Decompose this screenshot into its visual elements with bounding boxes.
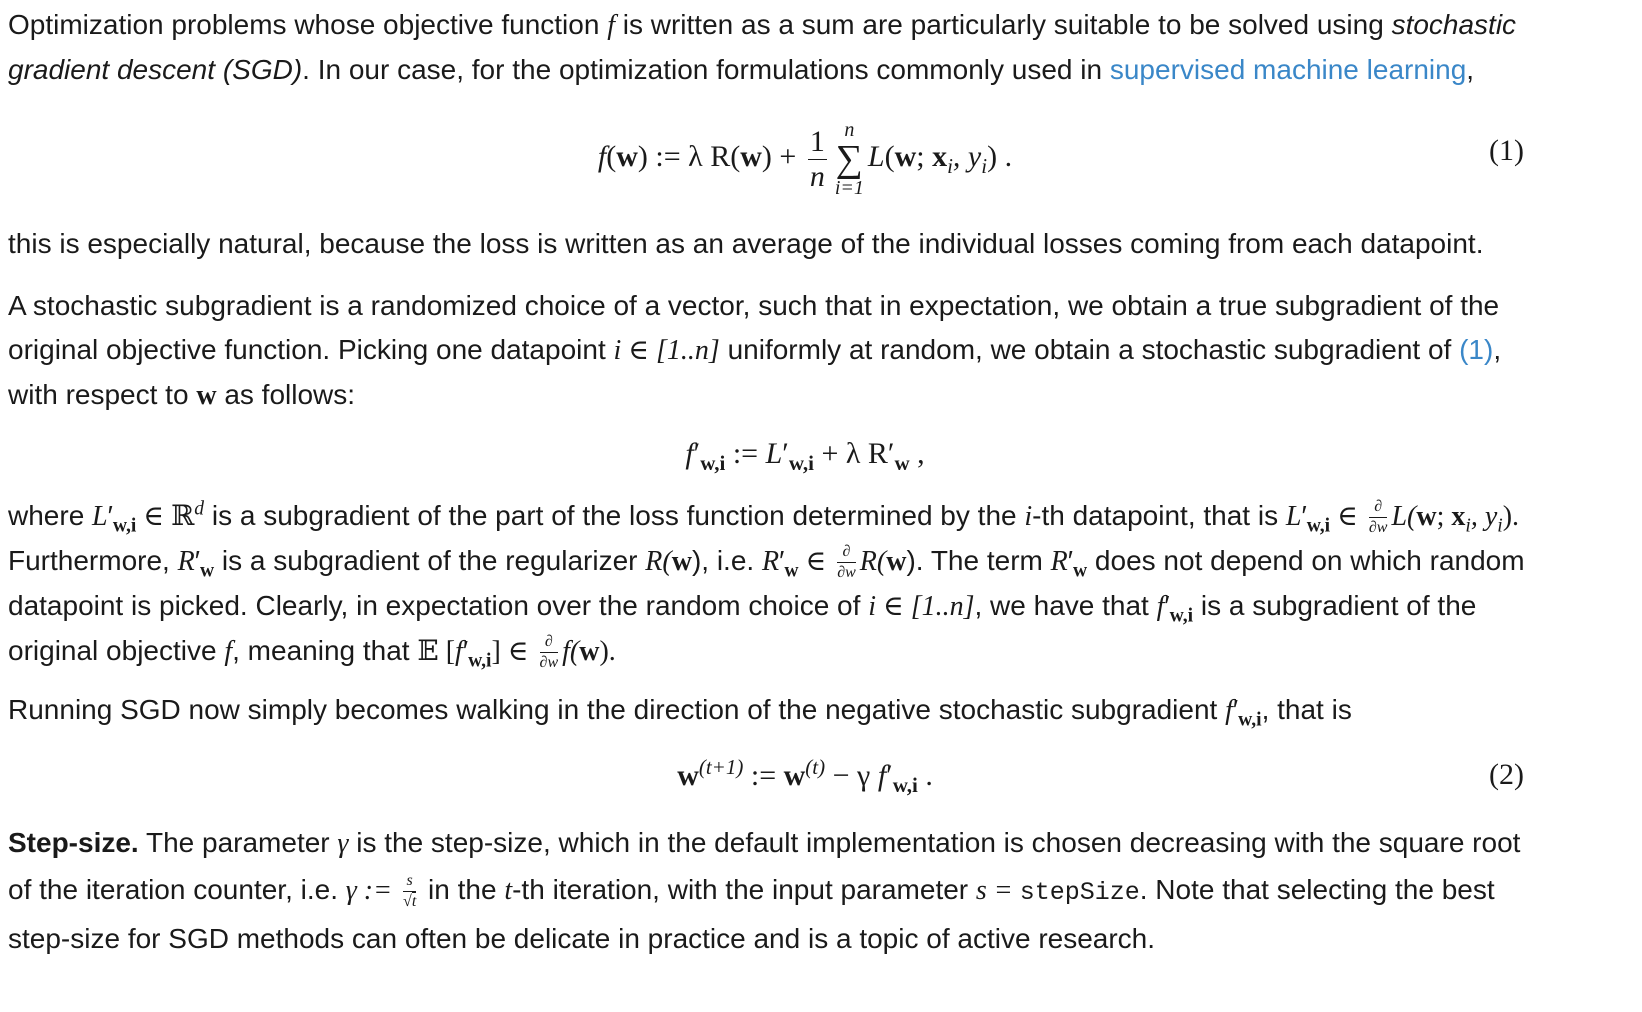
text: where	[8, 500, 93, 531]
math-op: ∈	[798, 546, 834, 577]
math-f: f	[685, 437, 694, 470]
math-op: ).	[1502, 501, 1520, 532]
math-R: R	[1050, 546, 1068, 577]
math-op: ] ∈	[491, 636, 536, 667]
denominator: n	[809, 159, 825, 193]
text: . Note that selecting the best step-size for SGD methods can often be delicate in practice and is a topic of active research.	[8, 874, 1495, 954]
math-sub: i	[1497, 515, 1503, 537]
equation-ref-1[interactable]: (1)	[1459, 334, 1494, 365]
math-op: .	[917, 759, 933, 792]
math-sup: (t+1)	[698, 755, 744, 779]
math-op: + λ R	[813, 437, 888, 470]
text: , we have that	[974, 590, 1157, 621]
math-op: ∈ ℝ	[136, 501, 195, 532]
math-f: f	[224, 636, 233, 667]
text: does not depend on which random datapoint is picked. Clearly, in expectation over the random choice of	[8, 545, 1525, 621]
numerator: ∂	[837, 544, 856, 563]
text: is a subgradient of the original objective	[8, 590, 1477, 666]
summation	[835, 120, 864, 198]
paragraph-running-sgd	[8, 688, 1618, 733]
equation-number-1: (1)	[1489, 134, 1524, 167]
text: is the step-size, which in the default implementation is chosen decreasing with the square root of the iteration counter, i.e.	[8, 827, 1521, 905]
text: is a subgradient of the regularizer	[214, 545, 646, 576]
math-t: t	[504, 875, 513, 906]
math-prime: ′	[194, 545, 200, 576]
math-y: , y	[952, 140, 982, 173]
math-w: w	[783, 759, 806, 792]
math-t: t	[411, 893, 417, 911]
partial-fraction	[1369, 499, 1388, 536]
text: , that is	[1261, 694, 1352, 725]
emphasis-sgd: stochastic gradient descent (SGD)	[8, 9, 1517, 85]
math-prime: ′	[1067, 545, 1073, 576]
math-gamma: γ	[337, 828, 349, 859]
math-range: i ∈ [1..n]	[868, 591, 975, 622]
math-sub: w,i	[892, 773, 918, 797]
math-R: R	[761, 546, 780, 577]
text: . In our case, for the optimization formulations commonly used in	[302, 54, 1110, 85]
equation-2	[0, 746, 1610, 806]
text: ), i.e.	[691, 545, 762, 576]
denominator	[403, 892, 416, 910]
math-op: ) := λ R(	[637, 140, 741, 173]
text: Optimization problems whose objective function	[8, 9, 608, 40]
math-op: (	[884, 140, 895, 173]
math-op: ) +	[761, 140, 804, 173]
numerator: 1	[809, 124, 825, 158]
math-sub: i	[1465, 515, 1471, 537]
math-R: R(	[859, 546, 887, 577]
math-f: f	[455, 636, 463, 667]
sum-sigma: ∑	[835, 138, 863, 181]
math-R: R(	[645, 546, 672, 577]
math-prime: ′	[693, 437, 701, 470]
math-prime: ′	[782, 437, 789, 470]
math-w: w	[579, 636, 600, 667]
math-gamma: γ :=	[345, 875, 400, 906]
text: in the	[420, 874, 505, 905]
math-L: L	[765, 437, 783, 470]
math-w: w	[894, 140, 917, 173]
math-prime: ′	[886, 759, 893, 792]
math-L: L	[92, 501, 108, 532]
math-op: ;	[916, 140, 933, 173]
math-op: ) .	[987, 140, 1013, 173]
math-x: x	[1451, 501, 1466, 532]
math-op: :=	[725, 437, 766, 470]
math-s: s =	[975, 875, 1020, 906]
math-sub: w	[894, 451, 910, 475]
denominator: ∂w	[539, 654, 559, 672]
math-L: L(	[1391, 501, 1417, 532]
math-sup: d	[194, 498, 205, 520]
math-prime: ′	[887, 437, 895, 470]
math-sub: i	[947, 154, 953, 178]
sum-upper: n	[844, 119, 855, 142]
paragraph-intro	[8, 3, 1618, 92]
text: Running SGD now simply becomes walking in the direction of the negative stochastic subgradient	[8, 694, 1226, 725]
math-prime: ′	[779, 545, 785, 576]
math-w: w	[671, 546, 692, 577]
math-op: − γ	[825, 759, 878, 792]
text: as follows:	[216, 379, 356, 410]
numerator: s	[403, 873, 416, 892]
math-prime: ′	[1301, 500, 1307, 531]
math-expectation: 𝔼 [	[417, 636, 456, 667]
math-prime: ′	[107, 500, 113, 531]
math-y: , y	[1470, 501, 1498, 532]
partial-fraction	[837, 544, 856, 581]
math-sub: i	[981, 154, 988, 178]
math-op: ∈	[1330, 501, 1365, 532]
math-sub: w,i	[468, 650, 492, 672]
math-range: i ∈ [1..n]	[613, 335, 720, 366]
numerator: ∂	[1369, 499, 1388, 518]
math-op: :=	[743, 759, 784, 792]
paragraph-average: this is especially natural, because the loss is written as an average of the individual losses coming from each datapoint.	[8, 228, 1484, 259]
paragraph-stochastic-subgradient	[8, 284, 1508, 418]
text: -th datapoint, that is	[1032, 500, 1286, 531]
math-op: ).	[599, 636, 616, 667]
link-supervised-machine-learning[interactable]: supervised machine learning	[1109, 54, 1467, 85]
text: is a subgradient of the part of the loss function determined by the	[204, 500, 1025, 531]
math-op: ,	[909, 437, 925, 470]
fraction-s-over-sqrt-t	[403, 873, 416, 910]
text: -th iteration, with the input parameter	[512, 874, 976, 905]
equation-number-2: (2)	[1489, 758, 1524, 791]
sqrt-sign: √	[403, 893, 412, 911]
math-f: f	[1225, 695, 1233, 726]
text: uniformly at random, we obtain a stochastic subgradient of	[719, 334, 1460, 365]
math-f: f(	[562, 636, 580, 667]
denominator: ∂w	[837, 564, 856, 582]
text: ). The term	[906, 545, 1051, 576]
text: ,	[1466, 54, 1475, 85]
math-w: w	[616, 140, 638, 173]
math-sub: w,i	[788, 451, 814, 475]
text: is written as a sum are particularly suitable to be solved using	[614, 9, 1392, 40]
math-f: f	[607, 10, 615, 41]
math-sub: w	[199, 560, 215, 582]
sum-lower: i=1	[834, 177, 864, 200]
math-prime: ′	[462, 635, 469, 666]
text: , meaning that	[232, 635, 418, 666]
math-w: w	[1416, 501, 1437, 532]
math-L: L	[867, 140, 885, 173]
math-prime: ′	[1164, 590, 1170, 621]
text: , with respect to	[8, 334, 1502, 410]
equation-subgradient	[0, 424, 1610, 484]
math-w: w	[677, 759, 699, 792]
math-sub: w,i	[1169, 605, 1194, 627]
text: A stochastic subgradient is a randomized choice of a vector, such that in expectation, we obtain a true subgradient of the original objective function. Picking one datapoint	[8, 290, 1500, 365]
numerator: ∂	[540, 634, 559, 653]
math-op: ;	[1436, 501, 1452, 532]
paragraph-step-size	[8, 820, 1538, 962]
math-x: x	[932, 140, 948, 173]
math-sub: w,i	[1238, 709, 1262, 731]
fraction-1-over-n	[808, 124, 827, 193]
denominator: ∂w	[1368, 519, 1388, 537]
math-prime: ′	[1232, 694, 1239, 725]
partial-fraction	[540, 634, 559, 671]
math-w: w	[740, 140, 762, 173]
math-i: i	[1024, 501, 1033, 532]
code-stepsize: stepSize	[1019, 878, 1140, 907]
math-w: w	[196, 380, 217, 411]
math-sub: w,i	[1306, 515, 1331, 537]
math-sub: w	[1073, 560, 1088, 582]
math-f: f	[597, 140, 607, 173]
equation-1: f(w) := λ R(w) + $\frac{1}{n}$ n ∑ i=1 L(w; $x_i$, $y_i$) .	[597, 119, 1013, 200]
text: Furthermore,	[8, 545, 178, 576]
text: The parameter	[138, 827, 338, 858]
math-sub: w	[784, 560, 799, 582]
math-f: f	[1156, 591, 1165, 622]
math-w: w	[886, 546, 907, 577]
math-sup: (t)	[805, 755, 826, 779]
math-f: f	[877, 759, 887, 792]
math-R: R	[177, 546, 195, 577]
heading-step-size: Step-size.	[8, 827, 139, 858]
math-sub: w,i	[700, 451, 726, 475]
math-L: L	[1285, 501, 1302, 532]
math-sub: w,i	[112, 515, 137, 537]
paragraph-where	[8, 494, 1568, 674]
